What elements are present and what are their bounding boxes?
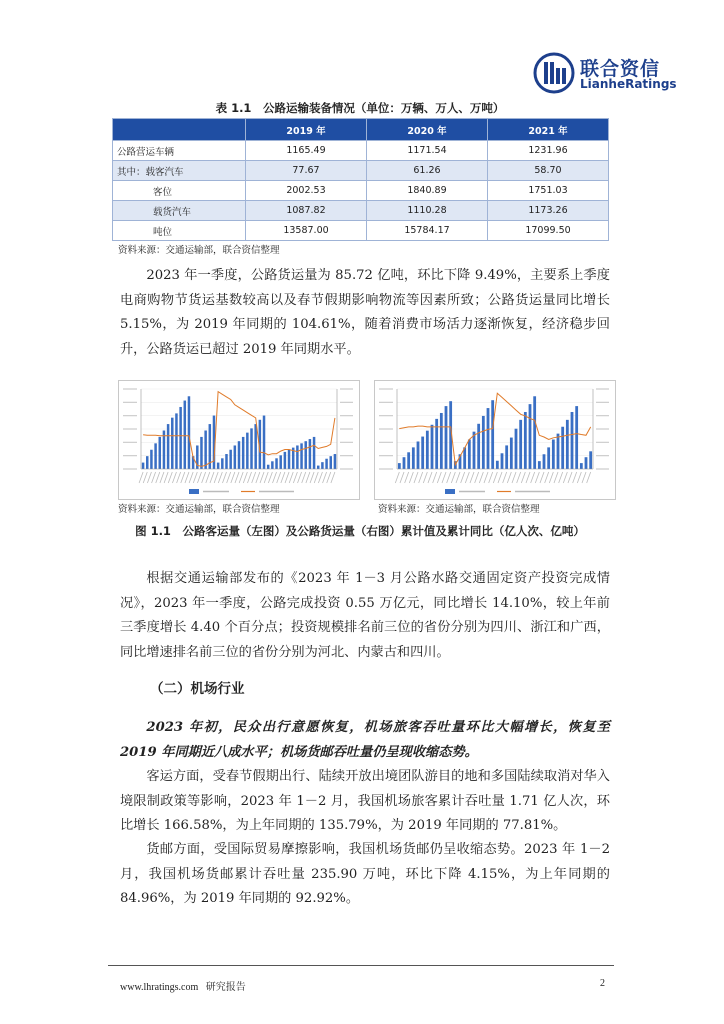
x-tick-label-mark (327, 472, 331, 483)
chart-bar (334, 454, 337, 469)
chart-bar (250, 428, 253, 469)
legend-bar-swatch (445, 489, 455, 494)
chart-bar (267, 465, 270, 469)
x-tick-label-mark (210, 472, 214, 483)
x-tick-label-mark (442, 472, 446, 483)
chart-bar (325, 459, 328, 469)
x-tick-label-mark (419, 472, 423, 483)
chart-bar (234, 445, 237, 469)
paragraph-text: 货邮方面，受国际贸易摩擦影响，我国机场货邮仍呈收缩态势。2023 年 1－2 月，我国机场货邮累计吞吐量 235.90 万吨，环比下降 4.15%，为上年同期的 84.96%，为 2019 年同期的 92.92%。 (120, 842, 610, 906)
chart-bar (552, 440, 555, 469)
figure-title: 图 1.1 公路客运量（左图）及公路货运量（右图）累计值及累计同比（亿人次、亿吨） (135, 524, 585, 538)
paragraph-text: 客运方面，受春节假期出行、陆续开放出境团队游目的地和多国陆续取消对华入境限制政策等影响，2023 年 1－2 月，我国机场旅客累计吞吐量 1.71 亿人次，环比增长 166.58%，为上年同期的 135.79%，为 2019 年同期的 77.81%。 (120, 769, 610, 833)
x-tick-label-mark (503, 472, 507, 483)
table-cell: 13587.00 (246, 221, 367, 241)
x-tick-label-mark (400, 472, 404, 483)
chart-bar (275, 458, 278, 469)
x-tick-label-mark (298, 472, 302, 483)
chart-bar (561, 427, 564, 469)
x-tick-label-mark (517, 472, 521, 483)
x-tick-label-mark (395, 472, 399, 483)
chart-bar (184, 401, 187, 469)
logo-english-text: LianheRatings (580, 77, 677, 91)
chart-bar (154, 443, 157, 469)
chart-bar (477, 424, 480, 469)
x-tick-label-mark (277, 472, 281, 483)
x-tick-label-mark (573, 472, 577, 483)
equipment-table (112, 118, 609, 241)
chart-bar (496, 461, 499, 469)
table-cell: 1171.54 (367, 141, 488, 161)
chart-bar (225, 454, 228, 469)
x-tick-label-mark (493, 472, 497, 483)
x-tick-label-mark (197, 472, 201, 483)
chart-bar (510, 438, 513, 469)
chart-bar (440, 413, 443, 469)
x-tick-label-mark (302, 472, 306, 483)
chart-bar (533, 396, 536, 469)
chart-bar (524, 412, 527, 469)
x-tick-label-mark (409, 472, 413, 483)
x-tick-label-mark (512, 472, 516, 483)
chart-bar (571, 412, 574, 469)
x-tick-label-mark (423, 472, 427, 483)
chart-bar (515, 429, 518, 469)
x-tick-label-mark (248, 472, 252, 483)
chart-bar (142, 463, 145, 469)
x-tick-label-mark (428, 472, 432, 483)
x-tick-label-mark (498, 472, 502, 483)
chart-bar (304, 441, 307, 469)
x-tick-label-mark (218, 472, 222, 483)
table-cell: 1087.82 (246, 201, 367, 221)
x-tick-label-mark (177, 472, 181, 483)
chart-bar (412, 447, 415, 469)
paragraph-cargo (120, 838, 610, 912)
chart-bar (146, 456, 149, 469)
x-tick-label-mark (214, 472, 218, 483)
x-tick-label-mark (545, 472, 549, 483)
x-tick-label-mark (587, 472, 591, 483)
x-tick-label-mark (239, 472, 243, 483)
paragraph-text: 2023 年一季度，公路货运量为 85.72 亿吨，环比下降 9.49%，主要系上季度电商购物节货运基数较高以及春节假期影响物流等因素所致；公路货运量同比增长 5.15%，为 2019 年同期的 104.61%，随着消费市场活力逐渐恢复，经济稳步回升，公路货运已超过 2019 年同期水平。 (120, 268, 610, 357)
x-tick-label-mark (451, 472, 455, 483)
chart-bar (296, 445, 299, 469)
paragraph-freight (120, 264, 610, 362)
x-tick-label-mark (181, 472, 185, 483)
table-row (113, 141, 609, 161)
chart-bar (159, 437, 162, 469)
table-header-cell: 2021 年 (488, 119, 609, 141)
x-tick-label-mark (314, 472, 318, 483)
footer-label: 研究报告 (205, 982, 246, 993)
chart-bar (501, 453, 504, 469)
x-tick-label-mark (227, 472, 231, 483)
row-label: 载货汽车 (113, 201, 246, 221)
x-tick-label-mark (461, 472, 465, 483)
chart-bar (468, 440, 471, 469)
chart-bar (279, 455, 282, 469)
table-cell: 2002.53 (246, 181, 367, 201)
chart-bar (329, 456, 332, 469)
x-tick-label-mark (582, 472, 586, 483)
x-tick-label-mark (414, 472, 418, 483)
chart-bar (288, 450, 291, 469)
chart-bar (321, 462, 324, 469)
paragraph-summary (120, 716, 610, 765)
chart-bar (167, 424, 170, 469)
x-tick-label-mark (447, 472, 451, 483)
chart-bar (398, 463, 401, 469)
company-logo (533, 52, 693, 94)
chart-bar (580, 463, 583, 469)
chart-bar (431, 425, 434, 469)
x-tick-label-mark (433, 472, 437, 483)
chart-bar (317, 466, 320, 469)
table-cell: 1173.26 (488, 201, 609, 221)
x-tick-label-mark (507, 472, 511, 483)
x-tick-label-mark (489, 472, 493, 483)
x-tick-label-mark (264, 472, 268, 483)
chart-bar (529, 404, 532, 469)
chart-bar (547, 447, 550, 469)
table-header-cell: 2020 年 (367, 119, 488, 141)
chart-bar (557, 434, 560, 469)
chart-bar (566, 420, 569, 469)
chart-bar (217, 463, 220, 469)
table-cell: 1231.96 (488, 141, 609, 161)
table-cell: 1751.03 (488, 181, 609, 201)
table-cell: 17099.50 (488, 221, 609, 241)
section-heading: （二）机场行业 (150, 681, 245, 697)
table-row (113, 181, 609, 201)
x-tick-label-mark (206, 472, 210, 483)
x-tick-label-mark (479, 472, 483, 483)
lianhe-logo-icon (533, 52, 575, 94)
chart-bar (200, 437, 203, 469)
row-label: 吨位 (113, 221, 246, 241)
x-tick-label-mark (202, 472, 206, 483)
chart-bar (271, 461, 274, 469)
x-tick-label-mark (164, 472, 168, 483)
x-tick-label-mark (568, 472, 572, 483)
chart-bar (242, 437, 245, 469)
page-number: 2 (600, 978, 605, 989)
table-cell: 1165.49 (246, 141, 367, 161)
x-tick-label-mark (323, 472, 327, 483)
chart-bar (263, 416, 266, 469)
table-row (113, 201, 609, 221)
x-tick-label-mark (243, 472, 247, 483)
chart-bar (229, 450, 232, 469)
table-header-cell: 2019 年 (246, 119, 367, 141)
row-label: 客位 (113, 181, 246, 201)
footer-divider (108, 965, 614, 966)
x-tick-label-mark (222, 472, 226, 483)
x-tick-label-mark (152, 472, 156, 483)
logo-chinese-text: 联合资信 (580, 58, 661, 80)
chart-bar (575, 406, 578, 469)
chart-bar (482, 416, 485, 469)
table-cell: 58.70 (488, 161, 609, 181)
passenger-volume-chart (119, 381, 359, 499)
chart-bar (435, 419, 438, 469)
right-chart-source: 资料来源：交通运输部，联合资信整理 (378, 504, 540, 515)
paragraph-text: 2023 年初，民众出行意愿恢复，机场旅客吞吐量环比大幅增长，恢复至 2019 年同期近八成水平；机场货邮吞吐量仍呈现收缩态势。 (120, 720, 610, 760)
chart-bar (589, 451, 592, 469)
x-tick-label-mark (256, 472, 260, 483)
chart-bar (204, 430, 207, 469)
table-row (113, 221, 609, 241)
row-label: 公路营运车辆 (113, 141, 246, 161)
x-tick-label-mark (549, 472, 553, 483)
table-cell: 77.67 (246, 161, 367, 181)
x-tick-label-mark (252, 472, 256, 483)
chart-bar (445, 406, 448, 469)
x-tick-label-mark (268, 472, 272, 483)
x-tick-label-mark (563, 472, 567, 483)
chart-bar (421, 437, 424, 469)
x-tick-label-mark (289, 472, 293, 483)
chart-bar (221, 458, 224, 469)
chart-bar (505, 445, 508, 469)
x-tick-label-mark (437, 472, 441, 483)
x-tick-label-mark (172, 472, 176, 483)
chart-bar (300, 443, 303, 469)
chart-bar (487, 408, 490, 469)
table-header-row (113, 119, 609, 141)
x-tick-label-mark (193, 472, 197, 483)
paragraph-investment (120, 567, 610, 665)
footer-url[interactable]: www.lhratings.com (120, 982, 199, 993)
x-tick-label-mark (318, 472, 322, 483)
table-cell: 1840.89 (367, 181, 488, 201)
chart-bar (309, 439, 312, 469)
left-chart-source: 资料来源：交通运输部，联合资信整理 (118, 504, 280, 515)
x-tick-label-mark (293, 472, 297, 483)
chart-bar (426, 431, 429, 469)
chart-bar (403, 457, 406, 469)
left-chart-frame (118, 380, 360, 500)
right-chart-frame (374, 380, 616, 500)
table-header-cell (113, 119, 246, 141)
x-tick-label-mark (189, 472, 193, 483)
x-tick-label-mark (540, 472, 544, 483)
x-tick-label-mark (470, 472, 474, 483)
x-tick-label-mark (168, 472, 172, 483)
chart-bar (188, 396, 191, 469)
x-tick-label-mark (160, 472, 164, 483)
table-cell: 61.26 (367, 161, 488, 181)
x-tick-label-mark (465, 472, 469, 483)
x-tick-label-mark (577, 472, 581, 483)
x-tick-label-mark (456, 472, 460, 483)
table-cell: 1110.28 (367, 201, 488, 221)
table-cell: 15784.17 (367, 221, 488, 241)
x-tick-label-mark (143, 472, 147, 483)
chart-bar (254, 424, 257, 469)
x-tick-label-mark (405, 472, 409, 483)
chart-bar (150, 450, 153, 469)
table-source: 资料来源：交通运输部，联合资信整理 (118, 245, 280, 256)
chart-bar (407, 452, 410, 469)
row-label: 其中：载客汽车 (113, 161, 246, 181)
x-tick-label-mark (484, 472, 488, 483)
x-tick-label-mark (554, 472, 558, 483)
footer-site (120, 978, 246, 993)
x-tick-label-mark (231, 472, 235, 483)
freight-volume-chart (375, 381, 615, 499)
chart-bar (519, 420, 522, 469)
chart-bar (473, 432, 476, 469)
chart-bar (417, 441, 420, 469)
x-tick-label-mark (235, 472, 239, 483)
x-tick-label-mark (285, 472, 289, 483)
x-tick-label-mark (156, 472, 160, 483)
chart-bar (538, 461, 541, 469)
x-tick-label-mark (273, 472, 277, 483)
chart-bar (585, 457, 588, 469)
x-tick-label-mark (475, 472, 479, 483)
x-tick-label-mark (185, 472, 189, 483)
x-tick-label-mark (260, 472, 264, 483)
x-tick-label-mark (147, 472, 151, 483)
x-tick-label-mark (331, 472, 335, 483)
chart-bar (179, 407, 182, 469)
x-tick-label-mark (139, 472, 143, 483)
chart-bar (238, 441, 241, 469)
x-tick-label-mark (310, 472, 314, 483)
paragraph-text: 根据交通运输部发布的《2023 年 1－3 月公路水路交通固定资产投资完成情况》，2023 年一季度，公路完成投资 0.55 万亿元，同比增长 14.10%，较上年前三季度增长 4.40 个百分点；投资规模排名前三位的省份分别为四川、浙江和广西，同比增速排名前三位的省份分别为河北、内蒙古和四川。 (120, 571, 610, 660)
paragraph-passenger (120, 765, 610, 839)
x-tick-label-mark (531, 472, 535, 483)
chart-bar (491, 400, 494, 469)
table-title: 表 1.1 公路运输装备情况（单位：万辆、万人、万吨） (215, 101, 505, 115)
x-tick-label-mark (526, 472, 530, 483)
x-tick-label-mark (306, 472, 310, 483)
table-row (113, 161, 609, 181)
x-tick-label-mark (559, 472, 563, 483)
chart-bar (246, 433, 249, 469)
x-tick-label-mark (281, 472, 285, 483)
chart-bar (313, 437, 316, 469)
x-tick-label-mark (521, 472, 525, 483)
chart-bar (543, 454, 546, 469)
chart-bar (284, 452, 287, 469)
chart-bar (171, 418, 174, 469)
legend-bar-swatch (189, 489, 199, 494)
chart-bar (175, 413, 178, 469)
x-tick-label-mark (535, 472, 539, 483)
